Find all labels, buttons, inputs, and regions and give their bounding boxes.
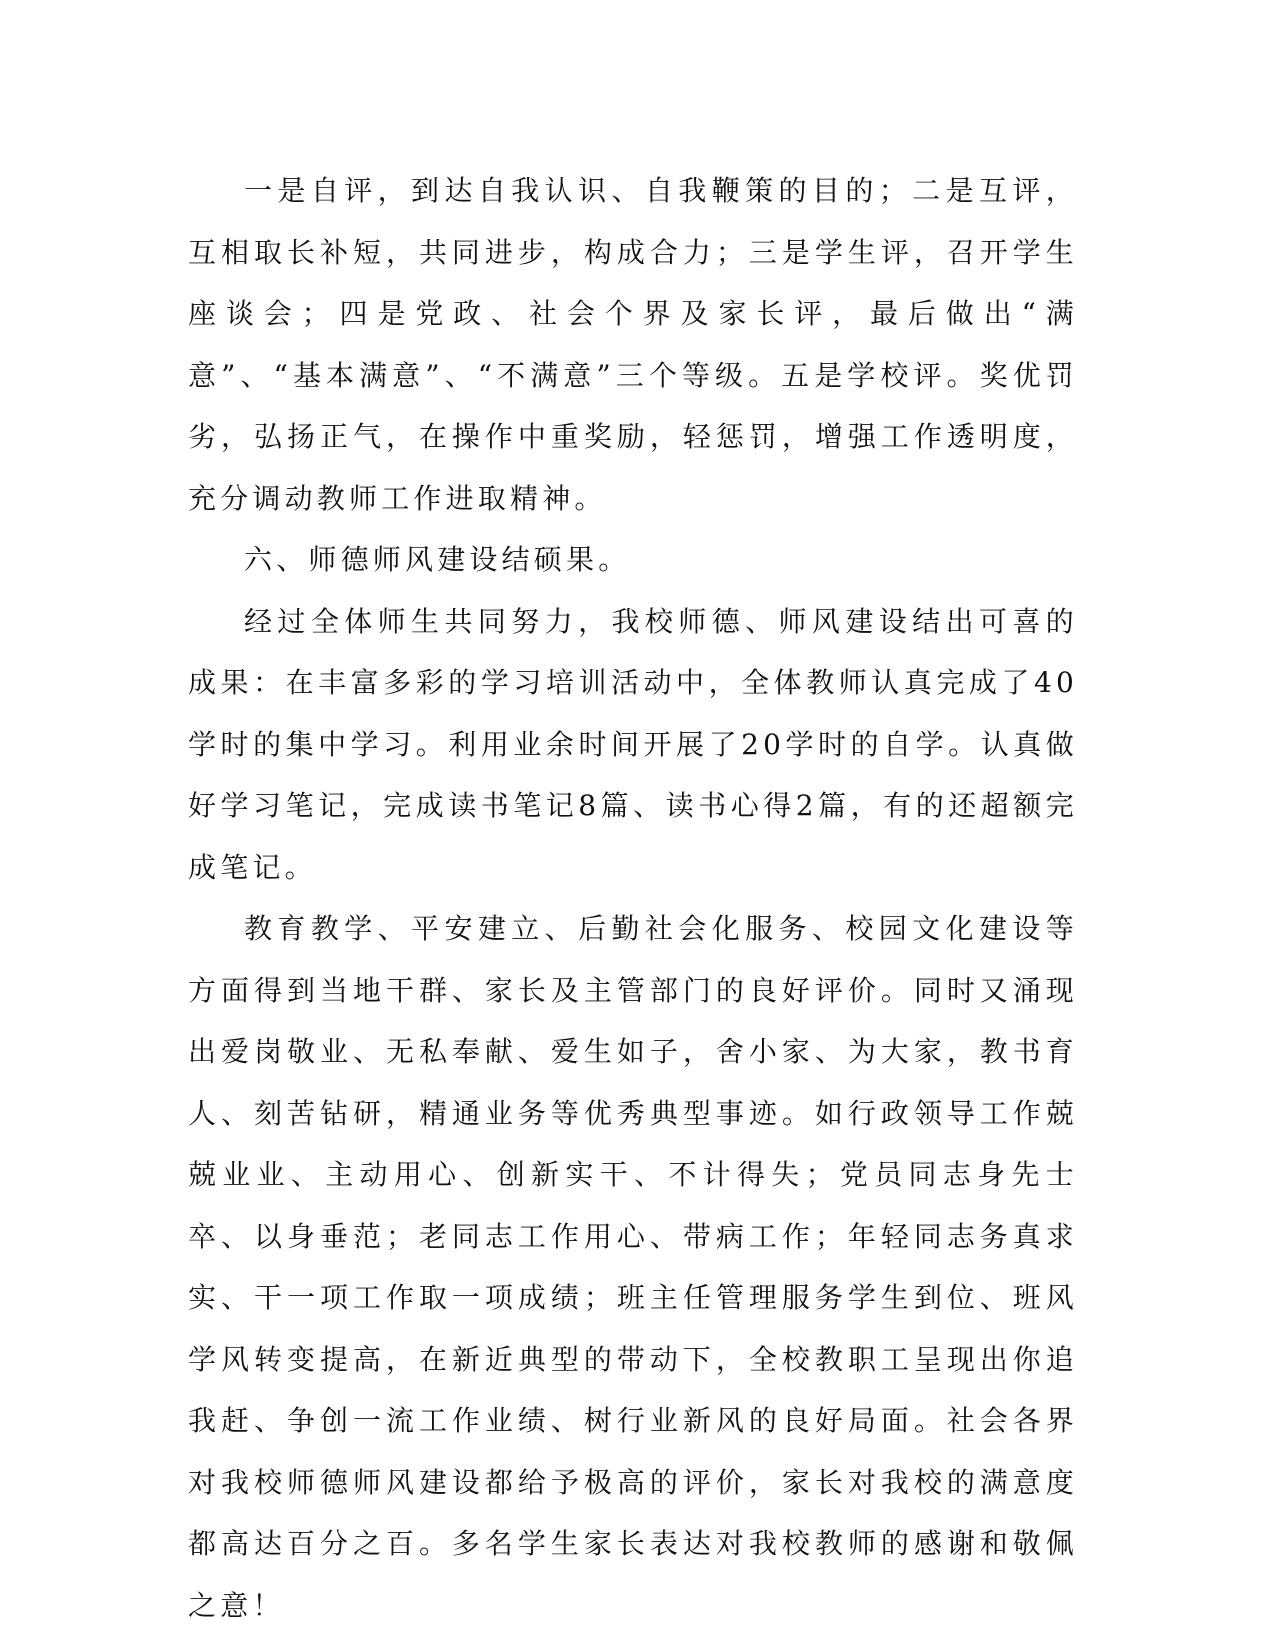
section-heading-six: 六、师德师风建设结硕果。 [244,543,631,576]
paragraph-evaluation-methods: 一是自评，到达自我认识、自我鞭策的目的；二是互评，互相取长补短，共同进步，构成合力；三是学生评，召开学生座谈会；四是党政、社会个界及家长评，最后做出“满意”、“基本满意”、“不满意”三个等级。五是学校评。奖优罚劣，弘扬正气，在操作中重奖励，轻惩罚，增强工作透明度，充分调动教师工作进取精神。 [188,174,1078,515]
paragraph-achievements: 经过全体师生共同努力，我校师德、师风建设结出可喜的成果：在丰富多彩的学习培训活动中，全体教师认真完成了40学时的集中学习。利用业余时间开展了20学时的自学。认真做好学习笔记，完成读书笔记8篇、读书心得2篇，有的还超额完成笔记。 [188,604,1078,884]
paragraph-evaluation-results: 教育教学、平安建立、后勤社会化服务、校园文化建设等方面得到当地干群、家长及主管部门的良好评价。同时又涌现出爱岗敬业、无私奉献、爱生如子，舍小家、为大家，教书育人、刻苦钻研，精通业务等优秀典型事迹。如行政领导工作兢兢业业、主动用心、创新实干、不计得失；党员同志身先士卒、以身垂范；老同志工作用心、带病工作；年轻同志务真求实、干一项工作取一项成绩；班主任管理服务学生到位、班风学风转变提高，在新近典型的带动下，全校教职工呈现出你追我赶、争创一流工作业绩、树行业新风的良好局面。社会各界对我校师德师风建设都给予极高的评价，家长对我校的满意度都高达百分之百。多名学生家长表达对我校教师的感谢和敬佩之意！ [188,912,1078,1622]
document-body [188,160,1078,1636]
